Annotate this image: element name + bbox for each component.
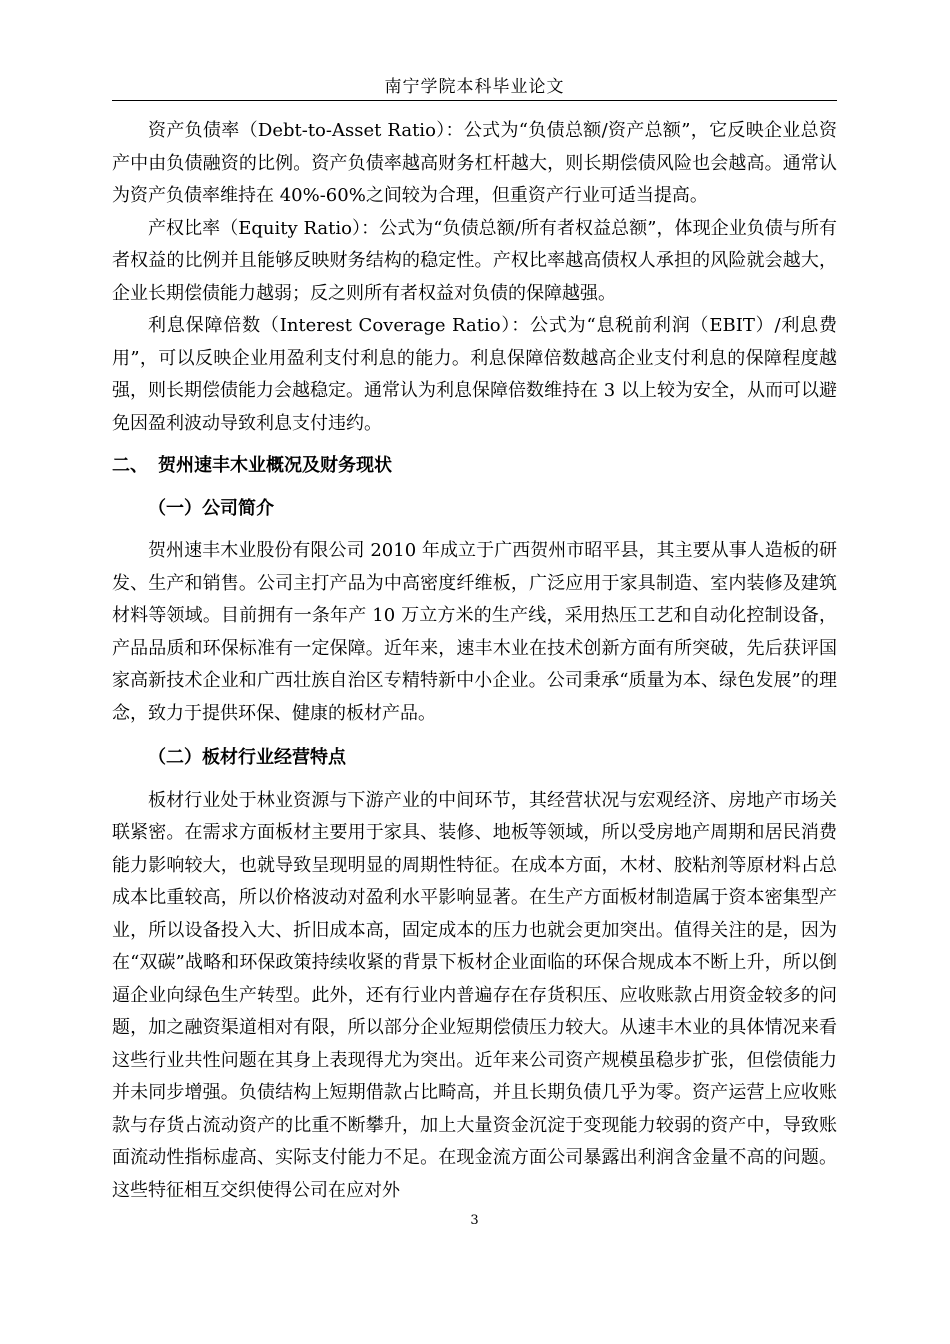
body-text (112, 115, 837, 1207)
section-heading (112, 450, 837, 483)
subsection-heading-industry: （二）板材行业经营特点 (148, 747, 346, 768)
paragraph-company-intro: 贺州速丰木业股份有限公司 2010 年成立于广西贺州市昭平县，其主要从事人造板的研发、生产和销售。公司主打产品为中高密度纤维板，广泛应用于家具制造、室内装修及建筑材料等领域。目前拥有一条年产 10 万立方米的生产线，采用热压工艺和自动化控制设备，产品品质和环保标准有一定保障。近年来，速丰木业在技术创新方面有所突破，先后获评国家高新技术企业和广西壮族自治区专精特新中小企业。公司秉承“质量为本、绿色发展”的理念，致力于提供环保、健康的板材产品。 (112, 540, 837, 724)
section-number: 二、 (112, 455, 148, 476)
paragraph-industry-features: 板材行业处于林业资源与下游产业的中间环节，其经营状况与宏观经济、房地产市场关联紧密。在需求方面板材主要用于家具、装修、地板等领域，所以受房地产周期和居民消费能力影响较大，也就导致呈现明显的周期性特征。在成本方面，木材、胶粘剂等原材料占总成本比重较高，所以价格波动对盈利水平影响显著。在生产方面板材制造属于资本密集型产业，所以设备投入大、折旧成本高，固定成本的压力也就会更加突出。值得关注的是，因为在“双碳”战略和环保政策持续收紧的背景下板材企业面临的环保合规成本不断上升，所以倒逼企业向绿色生产转型。此外，还有行业内普遍存在存货积压、应收账款占用资金较多的问题，加之融资渠道相对有限，所以部分企业短期偿债压力较大。从速丰木业的具体情况来看这些行业共性问题在其身上表现得尤为突出。近年来公司资产规模虽稳步扩张，但偿债能力并未同步增强。负债结构上短期借款占比畸高，并且长期负债几乎为零。资产运营上应收账款与存货占流动资产的比重不断攀升，加上大量资金沉淀于变现能力较弱的资产中，导致账面流动性指标虚高、实际支付能力不足。在现金流方面公司暴露出利润含金量不高的问题。这些特征相互交织使得公司在应对外 (112, 789, 837, 1201)
paragraph-equity-ratio: 产权比率（Equity Ratio）：公式为“负债总额/所有者权益总额”，体现企业负债与所有者权益的比例并且能够反映财务结构的稳定性。产权比率越高债权人承担的风险就会越大，企业长期偿债能力越弱；反之则所有者权益对负债的保障越强。 (112, 217, 837, 304)
paragraph-debt-to-asset: 资产负债率（Debt-to-Asset Ratio）：公式为“负债总额/资产总额”，它反映企业总资产中由负债融资的比例。资产负债率越高财务杠杆越大，则长期偿债风险也会越高。通常认为资产负债率维持在 40%-60%之间较为合理，但重资产行业可适当提高。 (112, 120, 837, 206)
header-divider (112, 100, 837, 101)
paragraph-interest-coverage: 利息保障倍数（Interest Coverage Ratio）：公式为“息税前利润（EBIT）/利息费用”，可以反映企业用盈利支付利息的能力。利息保障倍数越高企业支付利息的保障程度越强，则长期偿债能力会越稳定。通常认为利息保障倍数维持在 3 以上较为安全，从而可以避免因盈利波动导致利息支付违约。 (112, 315, 837, 434)
running-header: 南宁学院本科毕业论文 (384, 77, 565, 97)
subsection-heading-company-intro: （一）公司简介 (148, 497, 274, 519)
page-number: 3 (470, 1213, 479, 1228)
section-title: 贺州速丰木业概况及财务现状 (158, 455, 392, 476)
